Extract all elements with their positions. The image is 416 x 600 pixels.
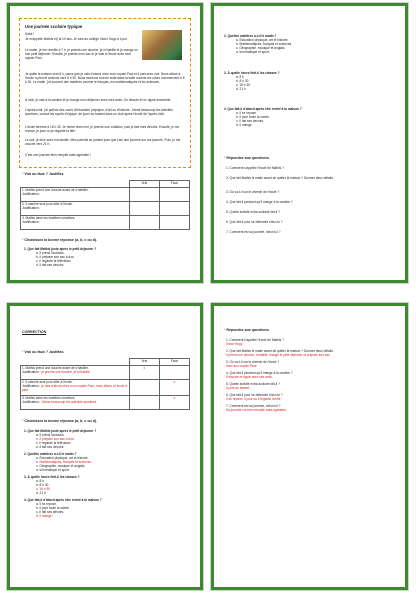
correction-page-1 [7, 303, 203, 590]
open-question: 6. Que fait-il pour se détendre chez lui ? [226, 393, 283, 397]
open-questions-heading: * Répondez aux questions. [224, 156, 270, 160]
open-question: 2. Que fait Mathis le matin avant de quitter la maison ? Donnez deux détails. [226, 176, 334, 180]
open-answer: Il se repose, il joue ou il regarde la télé. [226, 397, 282, 401]
open-answer: Sa journée est bien remplie mais agréable. [226, 408, 287, 412]
vf-heading: * Vrai ou faux ? Justifiez. [22, 172, 65, 176]
option-a[interactable]: a. Éducation physique, art et histoire. [236, 38, 289, 42]
qcm-option: d. Il mange. [36, 514, 53, 518]
faux-cell[interactable] [159, 216, 189, 230]
story-paragraph: C'est une journée bien remplie mais agréable ! [25, 153, 91, 157]
table-row: 1. Mathis prend une douche avant de s'habiller. Justification : je prends une douche, je m'habille x [21, 366, 190, 380]
faux-cell[interactable] [159, 202, 189, 216]
qcm-option: b. 8 h 30 [36, 483, 49, 487]
option-d[interactable]: d. Il fait ses devoirs. [36, 263, 65, 267]
open-answer: Il joue au basket. [226, 386, 251, 390]
qcm-question-4: 4. Que fait-il d'abord après être rentré à la maison ? a. Il se repose. b. Il joue toute la soirée. c. Il fait ses devoirs. d. Il mange. [224, 107, 399, 127]
qcm-answers [24, 429, 194, 521]
worksheet-page-1 [7, 3, 203, 283]
qcm-answer-block [24, 452, 194, 472]
table-row: 2. Il marche seul pour aller à l'école. Justification : je vais d'abord chez mon copain Paul, nous allons à l'école à pied x [21, 380, 190, 396]
qcm-question: 3. À quelle heure finit-il les classes ? [24, 475, 80, 479]
open-question: 7. Comment est sa journée, selon lui ? [226, 230, 281, 234]
classroom-photo [142, 30, 182, 60]
story-paragraph: Je m'appelle Mathis et j'ai 10 ans. Je vais au collège Victor Hugo à Lyon. [25, 37, 128, 41]
col-vrai-header: Vrai [129, 181, 159, 188]
option-b[interactable]: b. Il joue toute la soirée. [236, 115, 270, 119]
option-c[interactable]: c. 16 h 30 [236, 83, 250, 87]
open-question: 5. Quelle activité extra-scolaire fait-il ? [226, 210, 280, 214]
qcm-answer-block [24, 475, 194, 495]
story-title: Une journée scolaire typique [25, 24, 83, 29]
qcm-option: a. Il prend l'autobus. [36, 433, 65, 437]
qcm-heading: * Choisissez la bonne réponse (a, b, c ou d). [22, 238, 98, 242]
star-icon: * [224, 156, 226, 160]
open-question: 1. Comment s'appelle l'école de Mathis ? [226, 338, 284, 342]
qcm-question-3: 3. À quelle heure finit-il les classes ? a. 8 h b. 8 h 30 c. 16 h 30 d. 21 h [224, 71, 399, 91]
qcm-question: 2. Quelles matières a-t-il le matin ? [24, 452, 77, 456]
qcm-option: d. Il fait ses devoirs. [36, 445, 65, 449]
qcm-option: a. Il se repose. [36, 502, 57, 506]
option-b[interactable]: b. Mathématiques, français et sciences. [236, 42, 292, 46]
correction-page-2 [211, 303, 408, 590]
qcm-option: a. Éducation physique, art et histoire. [36, 456, 89, 460]
option-c[interactable]: c. Il fait ses devoirs. [236, 119, 264, 123]
qcm-option: c. 16 h 30 [36, 487, 50, 491]
qcm-question: 1. Que fait Mathis juste après le petit déjeuner ? [24, 429, 97, 433]
option-d[interactable]: d. Il mange. [236, 123, 253, 127]
open-question: 4. Que fait-il pendant qu'il mange à la cantine ? [226, 200, 293, 204]
open-question: 3. Où va-t-il sur le chemin de l'école ? [226, 360, 280, 364]
qcm-option: b. Il prépare son sac à dos. [36, 437, 75, 441]
true-false-table [20, 180, 190, 230]
option-a[interactable]: a. Il prend l'autobus. [36, 251, 65, 255]
star-icon: * [22, 350, 24, 354]
qcm-question-1: 1. Que fait Mathis juste après le petit déjeuner ? a. Il prend l'autobus. b. Il prépare son sac à dos. c. Il regarde la télévision. d. Il fait ses devoirs. [24, 247, 194, 267]
qcm-answer-block [24, 498, 194, 518]
qcm-option: a. 8 h [36, 479, 44, 483]
qcm-option: c. Il regarde la télévision. [36, 441, 72, 445]
qcm-option: b. Mathématiques, français et sciences. [36, 460, 92, 464]
true-false-answer-table: Vrai Faux 1. Mathis prend une douche avant de s'habiller. Justification : je prends une douche, je m'habille x 2. Il marche seul pour aller à l'école. Justification : je vais d'abord chez mon copain Paul, nous allons à l'école à pied x 3. Mathis aime les matières créatives. Justification : J'aime beaucoup les activités sportives x [20, 358, 190, 410]
open-answer: chez son copain Paul. [226, 364, 258, 368]
qcm-heading: * Choisissez la bonne réponse (a, b, c ou d). [22, 419, 98, 423]
table-row: 3. Mathis aime les matières créatives. Justification : J'aime beaucoup les activités sportives x [21, 396, 190, 410]
col-faux-header: Faux [159, 181, 189, 188]
option-c[interactable]: c. Il regarde la télévision. [36, 259, 72, 263]
option-a[interactable]: a. Il se repose. [236, 111, 257, 115]
qcm-option: d. Informatique et sport. [36, 468, 70, 472]
story-paragraph: L'école termine à 16 h 30. Je rentre chez moi, je prends une collation, puis je fais mes devoirs. Ensuite, je me repose, je joue ou je regarde la télé. [25, 125, 180, 133]
open-answer: Il prend une douche, s'habille, mange le petit déjeuner et prépare son sac. [226, 353, 331, 357]
story-paragraph: Salut ! [25, 32, 35, 36]
story-paragraph: À midi, je vais à la cantine et je mange mon déjeuner avec mes amis. On discute et on rigole ensemble. [25, 98, 172, 102]
story-paragraph: Le soir, je dîne avec ma famille. Mes parents se parlent pour que j'aie une journée sur ma journée. Puis, je me couche vers 21 h. [25, 138, 181, 146]
vrai-cell[interactable] [129, 216, 159, 230]
qcm-question: 4. Que fait-il d'abord après être rentré à la maison ? [24, 498, 102, 502]
qcm-option: d. 21 h [36, 491, 46, 495]
option-b[interactable]: b. Il prépare son sac à dos. [36, 255, 75, 259]
open-answer: Victor Hugo [226, 342, 243, 346]
worksheet-page-2 [211, 3, 408, 283]
open-question: 4. Que fait-il pendant qu'il mange à la cantine ? [226, 371, 293, 375]
open-question: 1. Comment s'appelle l'école de Mathis ? [226, 166, 284, 170]
vrai-cell[interactable] [129, 202, 159, 216]
option-a[interactable]: a. 8 h [236, 75, 244, 79]
story-paragraph: Je quitte la maison vers 8 h, parce que je vais d'abord chez mon copain Paul et il part avec moi. Nous allons à l'école à pied et arrivons vers 8 h 30. Nous montons tout de suite dans la salle comme les cours commencent à 8 h 30. Le matin, j'ai souvent des matières comme le français, les mathématiques et les sciences. [25, 72, 185, 84]
option-d[interactable]: d. Informatique et sport. [236, 50, 270, 54]
open-answer: Il discute et rigole avec ses amis. [226, 375, 273, 379]
open-questions-list [226, 166, 401, 240]
story-paragraph: L'après-midi, j'ai parfois des cours d'éducation physique, d'art ou d'histoire. J'aime beaucoup les activités sportives, surtout les sports d'équipe, de jouer au basket dans un club après l'école de l'après-midi. [25, 108, 173, 116]
qcm-option: c. Géographie, musique et anglais. [36, 464, 86, 468]
star-icon: * [22, 419, 24, 423]
open-question: 2. Que fait Mathis le matin avant de quitter la maison ? Donnez deux détails. [226, 349, 334, 353]
table-row: 3. Mathis aime les matières créatives. Justification : [21, 216, 190, 230]
open-question: 5. Quelle activité extra-scolaire fait-il ? [226, 382, 280, 386]
option-c[interactable]: c. Géographie, musique et anglais. [236, 46, 286, 50]
vrai-cell[interactable] [129, 188, 159, 202]
option-d[interactable]: d. 21 h [236, 87, 246, 91]
qcm-question-2: 2. Quelles matières a-t-il le matin ? a. Éducation physique, art et histoire. b. Mathématiques, français et sciences. c. Géographie, musique et anglais. d. Informatique et sport. [224, 34, 399, 54]
open-question: 6. Que fait-il pour se détendre chez lui ? [226, 220, 283, 224]
option-b[interactable]: b. 8 h 30 [236, 79, 249, 83]
vf-heading: * Vrai ou faux ? Justifiez. [22, 350, 65, 354]
star-icon: * [224, 328, 226, 332]
table-row: 1. Mathis prend une douche avant de s'habiller. Justification : [21, 188, 190, 202]
qcm-option: c. Il fait ses devoirs. [36, 510, 64, 514]
open-answers-list [226, 338, 402, 415]
table-row: 2. Il marche seul pour aller à l'école. Justification : [21, 202, 190, 216]
story-paragraph: Le matin, je me réveille à 7 h, je prends une douche, je m'habille et je mange un bon petit déjeuner. Ensuite, je prends mon sac et je vais à l'école avec mon copain Paul. [25, 48, 138, 60]
faux-cell[interactable] [159, 188, 189, 202]
open-question: 7. Comment est sa journée, selon lui ? [226, 404, 281, 408]
star-icon: * [22, 172, 24, 176]
qcm-answer-block [24, 429, 194, 449]
correction-title: CORRECTION [22, 330, 47, 334]
open-questions-heading: * Répondez aux questions. [224, 328, 270, 332]
open-question: 3. Où va-t-il sur le chemin de l'école ? [226, 190, 280, 194]
qcm-option: b. Il joue toute la soirée. [36, 506, 70, 510]
star-icon: * [22, 238, 24, 242]
